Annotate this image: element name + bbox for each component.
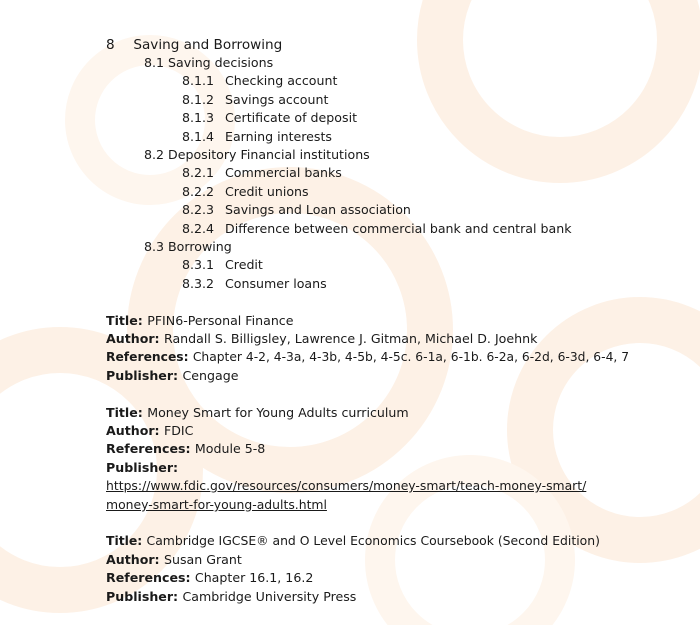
- item-text: Credit: [225, 257, 263, 272]
- publisher-label: Publisher:: [106, 368, 183, 383]
- reference-author-row: [106, 422, 193, 440]
- item-number: 8.1.1: [182, 73, 215, 88]
- item-number: 8.2.1: [182, 165, 215, 180]
- item-number: 8.2.2: [182, 184, 215, 199]
- reference-title-row: [106, 312, 293, 330]
- reference-author-row: [106, 330, 537, 348]
- publisher-label: Publisher:: [106, 589, 183, 604]
- item-text: Certificate of deposit: [225, 110, 358, 125]
- item-text: Commercial banks: [225, 165, 342, 180]
- section-heading: 8.1 Saving decisions: [144, 55, 274, 70]
- reference-author: Susan Grant: [163, 552, 242, 567]
- reference-publisher: Cengage: [182, 368, 239, 383]
- item-text: Savings and Loan association: [225, 202, 411, 217]
- reference-link-row: [106, 496, 327, 514]
- reference-title: Cambridge IGCSE® and O Level Economics Coursebook (Second Edition): [146, 533, 600, 548]
- item-text: Credit unions: [225, 184, 309, 199]
- references-label: References:: [106, 570, 195, 585]
- fdic-link-line1[interactable]: https://www.fdic.gov/resources/consumers/money-smart/teach-money-smart/: [106, 478, 587, 493]
- references-label: References:: [106, 350, 193, 364]
- reference-title-row: [106, 404, 409, 422]
- reference-publisher: Cambridge University Press: [182, 589, 357, 604]
- reference-references-row: [106, 569, 313, 587]
- section-heading: 8.2 Depository Financial institutions: [144, 147, 370, 162]
- reference-title: PFIN6-Personal Finance: [147, 313, 294, 328]
- item-text: Difference between commercial bank and central bank: [225, 221, 572, 236]
- references-label: References:: [106, 441, 195, 456]
- author-label: Author:: [106, 552, 164, 567]
- reference-chapters: Chapter 4-2, 4-3a, 4-3b, 4-5b, 4-5c. 6-1a, 6-1b. 6-2a, 6-2d, 6-3d, 6-4, 7: [192, 350, 630, 364]
- chapter-title: Saving and Borrowing: [133, 37, 283, 53]
- reference-author: Randall S. Billigsley, Lawrence J. Gitman, Michael D. Joehnk: [163, 331, 538, 346]
- reference-chapters: Chapter 16.1, 16.2: [194, 570, 314, 585]
- title-label: Title:: [106, 533, 147, 548]
- title-label: Title:: [106, 313, 148, 328]
- reference-author-row: [106, 551, 242, 569]
- item-number: 8.1.2: [182, 92, 215, 107]
- item-text: Savings account: [225, 92, 329, 107]
- chapter-number: 8: [106, 37, 115, 53]
- item-text: Checking account: [225, 73, 338, 88]
- reference-publisher-row: [106, 459, 178, 477]
- reference-chapters: Module 5-8: [194, 441, 266, 456]
- publisher-label: Publisher:: [106, 460, 179, 475]
- reference-author: FDIC: [163, 423, 194, 438]
- author-label: Author:: [106, 331, 164, 346]
- reference-references-row: [106, 348, 629, 366]
- section-heading: 8.3 Borrowing: [144, 239, 232, 254]
- fdic-link-line2[interactable]: money-smart-for-young-adults.html: [106, 497, 327, 512]
- reference-title-row: [106, 532, 600, 550]
- item-number: 8.2.4: [182, 221, 215, 236]
- item-text: Earning interests: [225, 129, 332, 144]
- chapter-heading: [106, 36, 282, 54]
- item-number: 8.3.2: [182, 276, 215, 291]
- reference-references-row: [106, 440, 265, 458]
- reference-publisher-row: [106, 588, 356, 606]
- reference-link-row: [106, 477, 586, 495]
- author-label: Author:: [106, 423, 164, 438]
- item-number: 8.2.3: [182, 202, 215, 217]
- item-number: 8.1.3: [182, 110, 215, 125]
- item-number: 8.3.1: [182, 257, 215, 272]
- item-text: Consumer loans: [225, 276, 327, 291]
- item-number: 8.1.4: [182, 129, 215, 144]
- reference-publisher-row: [106, 367, 238, 385]
- title-label: Title:: [106, 405, 148, 420]
- reference-title: Money Smart for Young Adults curriculum: [147, 405, 409, 420]
